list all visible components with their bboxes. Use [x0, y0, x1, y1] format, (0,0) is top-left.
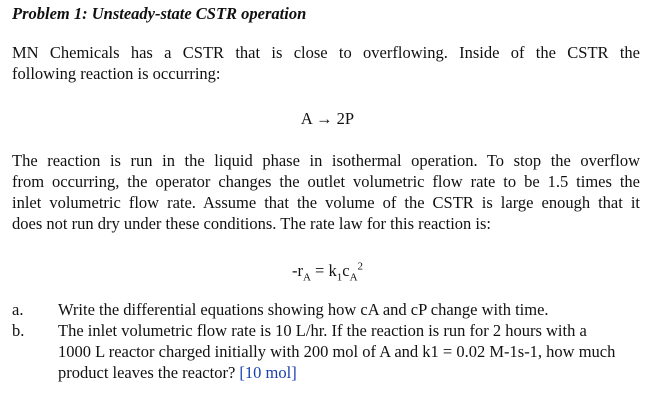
item-text-last	[58, 362, 640, 383]
rate-law-c-subscript: A	[349, 271, 358, 284]
intro-line: MN Chemicals has a CSTR that is close to overflowing. Inside of the CSTR the	[12, 43, 640, 62]
rate-law-equals: =	[310, 261, 329, 280]
body-line: does not run dry under these conditions. The rate law for this reaction is:	[12, 214, 491, 233]
item-text: Write the differential equations showing how cA and cP change with time.	[58, 300, 549, 319]
item-text: product leaves the reactor?	[58, 363, 236, 382]
problem-title: Problem 1: Unsteady-state CSTR operation	[12, 4, 307, 23]
list-item	[12, 299, 640, 320]
item-text: 1000 L reactor charged initially with 200 mol of A and k1 = 0.02 M-1s-1, how much	[58, 342, 616, 361]
rate-law-r-subscript: A	[302, 271, 311, 284]
rate-law-c-superscript: 2	[357, 260, 364, 273]
points-reference: [10 mol]	[239, 363, 297, 382]
rate-law-equation	[0, 260, 655, 284]
intro-line: following reaction is occurring:	[12, 64, 221, 83]
item-text: The inlet volumetric flow rate is 10 L/hr. If the reaction is run for 2 hours with a	[58, 321, 587, 340]
list-item	[12, 320, 640, 383]
rate-law-k-subscript: 1	[336, 271, 343, 284]
item-marker: a.	[12, 300, 24, 319]
rate-law-r: -r	[291, 261, 303, 280]
rate-law-c: c	[342, 261, 350, 280]
body-line: from occurring, the operator changes the outlet volumetric flow rate to be 1.5 times the	[12, 172, 640, 191]
body-paragraph	[12, 150, 640, 234]
reaction-equation: A → 2P	[300, 109, 355, 128]
question-list	[12, 299, 640, 383]
intro-paragraph	[12, 42, 640, 84]
rate-law-k: k	[328, 261, 337, 280]
body-line: The reaction is run in the liquid phase in isothermal operation. To stop the overflow	[12, 151, 640, 170]
item-marker: b.	[12, 321, 25, 340]
body-line: inlet volumetric flow rate. Assume that the volume of the CSTR is large enough that it	[12, 193, 640, 212]
